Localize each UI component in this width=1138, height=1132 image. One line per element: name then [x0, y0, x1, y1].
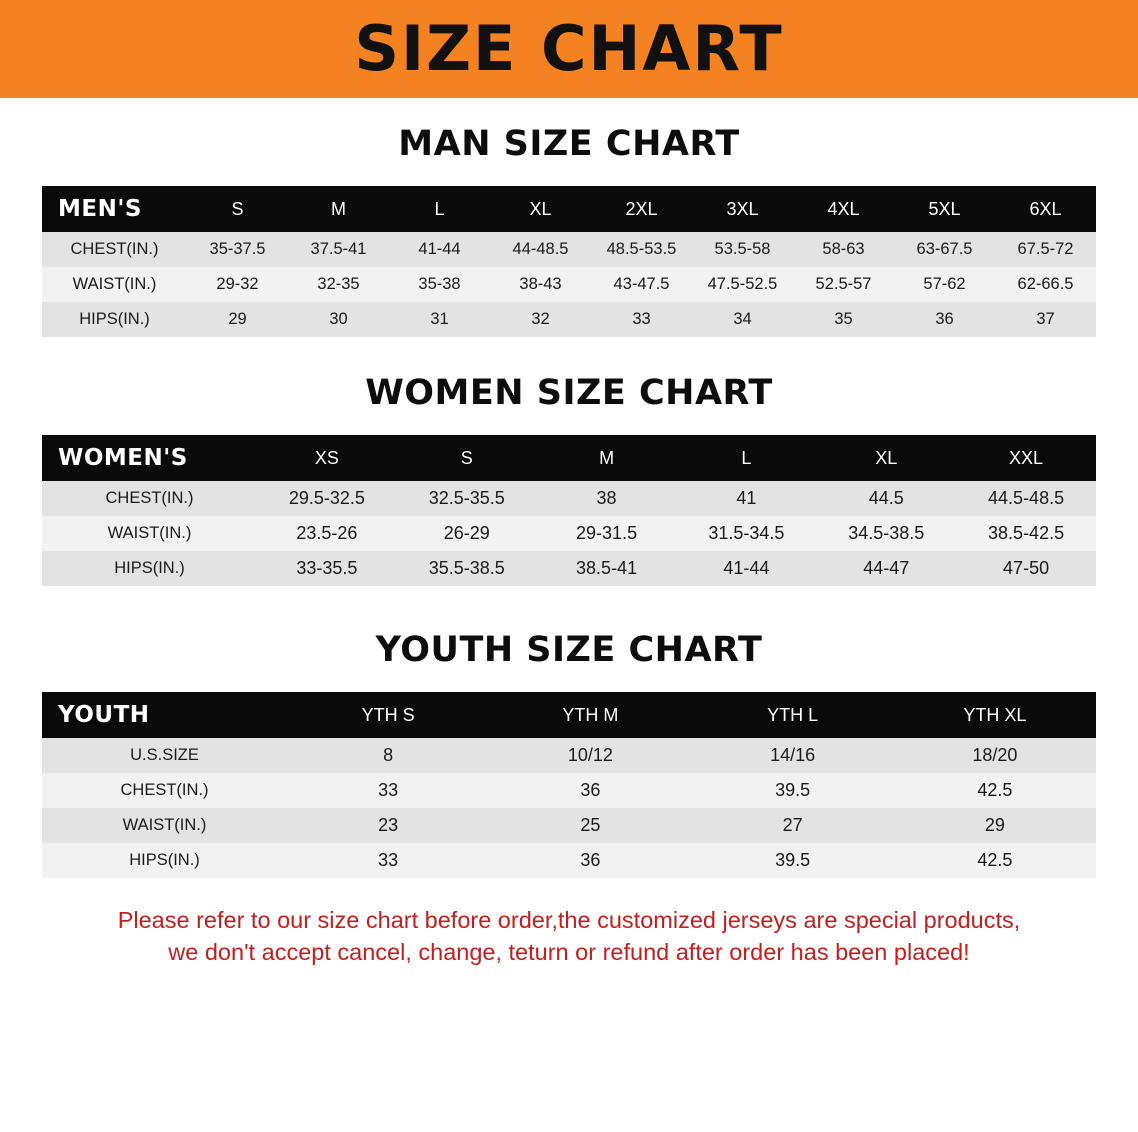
cell: 36	[580, 780, 601, 800]
cell: 29-32	[216, 275, 259, 293]
women-size-table	[42, 435, 1096, 586]
cell: 29-31.5	[576, 523, 638, 543]
youth-col-header: YTH M	[562, 704, 619, 725]
youth-header-row	[42, 692, 1096, 738]
cell: 47-50	[1003, 558, 1050, 578]
table-row	[42, 551, 1096, 586]
table-row	[42, 516, 1096, 551]
youth-section-heading: YOUTH SIZE CHART	[375, 630, 763, 670]
cell: 34.5-38.5	[848, 523, 925, 543]
youth-corner-label: YOUTH	[58, 702, 150, 728]
table-row	[42, 843, 1096, 878]
women-table-head	[42, 435, 1096, 481]
disclaimer-line-2: we don't accept cancel, change, teturn or refund after order has been placed!	[168, 939, 970, 966]
cell: 36	[580, 850, 601, 870]
men-table-wrapper	[0, 186, 1138, 337]
cell: 38.5-41	[576, 558, 638, 578]
cell: 33	[378, 850, 399, 870]
cell: 10/12	[567, 745, 613, 765]
cell: 23.5-26	[296, 523, 358, 543]
cell: 36	[935, 310, 954, 328]
row-label: HIPS(IN.)	[129, 851, 200, 869]
cell: 42.5	[977, 850, 1013, 870]
cell: 31	[430, 310, 449, 328]
women-col-header: L	[741, 447, 752, 468]
row-label: CHEST(IN.)	[105, 489, 194, 507]
cell: 35-38	[418, 275, 461, 293]
cell: 14/16	[770, 745, 816, 765]
cell: 35.5-38.5	[428, 558, 505, 578]
cell: 29	[228, 310, 247, 328]
table-row	[42, 738, 1096, 773]
row-label: WAIST(IN.)	[107, 524, 192, 542]
cell: 52.5-57	[815, 275, 872, 293]
cell: 33-35.5	[296, 558, 358, 578]
page-title: SIZE CHART	[354, 12, 784, 85]
women-col-header: XXL	[1009, 447, 1044, 468]
men-col-header: 2XL	[625, 198, 658, 219]
men-table-body	[42, 232, 1096, 337]
youth-table-wrapper	[0, 692, 1138, 878]
youth-table-head	[42, 692, 1096, 738]
row-label: HIPS(IN.)	[79, 310, 150, 328]
men-corner-label: MEN'S	[58, 196, 142, 222]
cell: 62-66.5	[1017, 275, 1074, 293]
disclaimer-note	[34, 904, 1104, 969]
table-row	[42, 267, 1096, 302]
cell: 32.5-35.5	[428, 488, 505, 508]
men-col-header: M	[331, 198, 346, 219]
cell: 39.5	[775, 780, 811, 800]
men-size-table	[42, 186, 1096, 337]
women-header-row	[42, 435, 1096, 481]
cell: 42.5	[977, 780, 1013, 800]
youth-col-header: YTH XL	[963, 704, 1027, 725]
cell: 30	[329, 310, 348, 328]
cell: 33	[378, 780, 399, 800]
table-row	[42, 808, 1096, 843]
cell: 43-47.5	[613, 275, 670, 293]
row-label: CHEST(IN.)	[120, 781, 209, 799]
men-col-header: S	[231, 198, 244, 219]
cell: 41-44	[723, 558, 770, 578]
women-col-header: XL	[875, 447, 898, 468]
cell: 37.5-41	[310, 240, 367, 258]
cell: 44.5	[868, 488, 904, 508]
cell: 31.5-34.5	[708, 523, 785, 543]
cell: 44-48.5	[512, 240, 569, 258]
table-row	[42, 232, 1096, 267]
cell: 25	[580, 815, 601, 835]
cell: 41-44	[418, 240, 461, 258]
men-col-header: 6XL	[1029, 198, 1062, 219]
youth-size-table	[42, 692, 1096, 878]
cell: 33	[632, 310, 651, 328]
cell: 58-63	[822, 240, 865, 258]
cell: 32-35	[317, 275, 360, 293]
cell: 38.5-42.5	[988, 523, 1065, 543]
cell: 37	[1036, 310, 1055, 328]
women-table-body	[42, 481, 1096, 586]
cell: 29	[984, 815, 1005, 835]
women-section-heading: WOMEN SIZE CHART	[365, 373, 773, 413]
cell: 34	[733, 310, 752, 328]
men-header-row	[42, 186, 1096, 232]
cell: 41	[736, 488, 757, 508]
row-label: HIPS(IN.)	[114, 559, 185, 577]
men-col-header: XL	[529, 198, 552, 219]
women-col-header: XS	[314, 447, 339, 468]
cell: 27	[782, 815, 803, 835]
cell: 23	[378, 815, 399, 835]
table-row	[42, 481, 1096, 516]
men-table-head	[42, 186, 1096, 232]
cell: 18/20	[972, 745, 1018, 765]
man-section-heading: MAN SIZE CHART	[398, 124, 740, 164]
men-col-header: 3XL	[726, 198, 759, 219]
row-label: WAIST(IN.)	[122, 816, 207, 834]
youth-col-header: YTH S	[361, 704, 415, 725]
cell: 63-67.5	[916, 240, 973, 258]
men-col-header: L	[434, 198, 445, 219]
cell: 35-37.5	[209, 240, 266, 258]
cell: 35	[834, 310, 853, 328]
table-row	[42, 773, 1096, 808]
men-col-header: 4XL	[827, 198, 860, 219]
table-row	[42, 302, 1096, 337]
cell: 44-47	[863, 558, 910, 578]
cell: 57-62	[923, 275, 966, 293]
cell: 53.5-58	[714, 240, 771, 258]
disclaimer-line-1: Please refer to our size chart before order,the customized jerseys are special products,	[117, 907, 1021, 933]
row-label: CHEST(IN.)	[70, 240, 159, 258]
cell: 47.5-52.5	[707, 275, 778, 293]
cell: 48.5-53.5	[606, 240, 677, 258]
women-corner-label: WOMEN'S	[58, 445, 188, 471]
women-table-wrapper	[0, 435, 1138, 586]
row-label: U.S.SIZE	[130, 746, 199, 764]
women-col-header: S	[460, 447, 473, 468]
cell: 67.5-72	[1017, 240, 1074, 258]
youth-table-body	[42, 738, 1096, 878]
cell: 26-29	[443, 523, 490, 543]
cell: 44.5-48.5	[988, 488, 1065, 508]
row-label: WAIST(IN.)	[72, 275, 157, 293]
women-col-header: M	[599, 447, 615, 468]
banner	[0, 0, 1138, 98]
men-col-header: 5XL	[928, 198, 961, 219]
cell: 32	[531, 310, 550, 328]
cell: 39.5	[775, 850, 811, 870]
cell: 38	[596, 488, 617, 508]
cell: 38-43	[519, 275, 562, 293]
cell: 29.5-32.5	[288, 488, 365, 508]
youth-col-header: YTH L	[767, 704, 819, 725]
cell: 8	[383, 745, 394, 765]
